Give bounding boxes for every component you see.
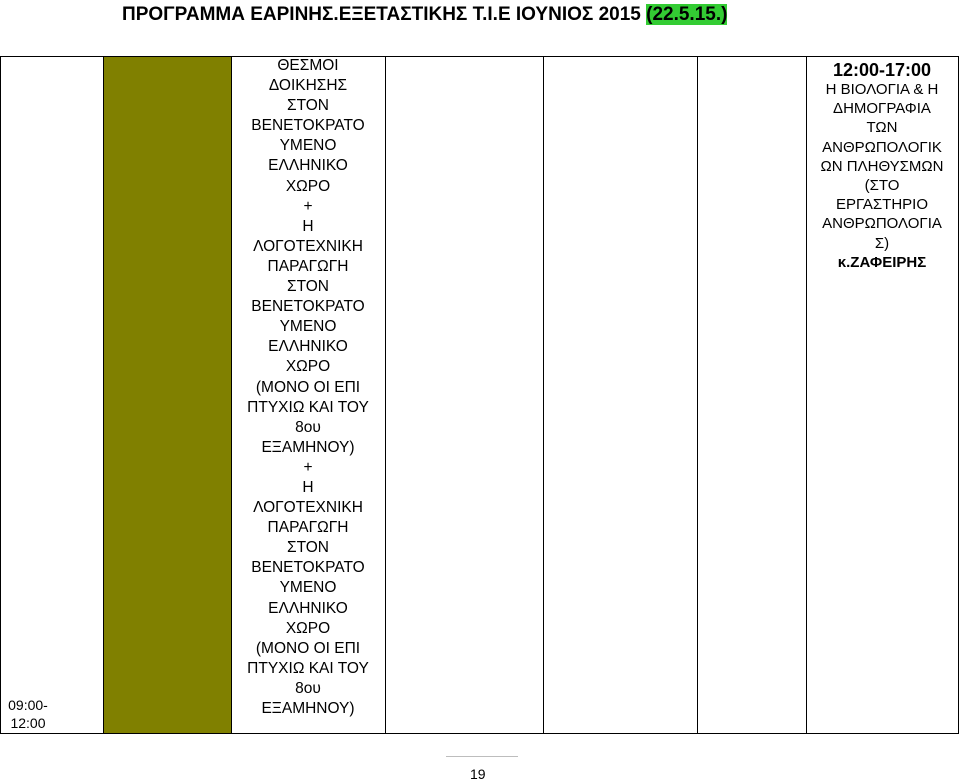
grid-line bbox=[0, 56, 1, 734]
course-line: + bbox=[303, 197, 313, 215]
course-line: ΒΕΝΕΤΟΚΡΑΤΟ bbox=[251, 298, 365, 316]
time-slot-start: 09:00- bbox=[8, 697, 48, 713]
course-line: ΑΝΘΡΩΠΟΛΟΓΙΚ bbox=[822, 138, 942, 156]
course-line: 8ου bbox=[295, 418, 321, 436]
course-line: ΧΩΡΟ bbox=[285, 358, 331, 376]
course-line: ΔΗΜΟΓΡΑΦΙΑ bbox=[833, 100, 931, 118]
course-line: ΛΟΓΟΤΕΧΝΙΚΗ bbox=[253, 499, 363, 517]
course-line: ΣΤΟΝ bbox=[286, 97, 330, 115]
page-title bbox=[122, 4, 727, 26]
course-line: ΥΜΕΝΟ bbox=[279, 579, 337, 597]
course-line: ΥΜΕΝΟ bbox=[279, 137, 337, 155]
course-line: Σ) bbox=[874, 234, 890, 252]
course-line: ΩΝ ΠΛΗΘΥΣΜΩΝ bbox=[820, 157, 944, 175]
time-slot-cell bbox=[0, 696, 56, 732]
course-line: Η bbox=[302, 217, 314, 235]
page-number: 19 bbox=[470, 766, 486, 782]
course-line: ΣΤΟΝ bbox=[286, 278, 330, 296]
course-line: ΣΤΟΝ bbox=[286, 539, 330, 557]
course-line: ΕΡΓΑΣΤΗΡΙΟ bbox=[835, 196, 928, 214]
course-line: + bbox=[303, 458, 313, 476]
grid-line bbox=[385, 56, 386, 734]
course-line: ΕΞΑΜΗΝΟΥ) bbox=[261, 438, 355, 456]
grid-line bbox=[697, 56, 698, 734]
page-footer-line bbox=[446, 756, 518, 757]
course-line: ΧΩΡΟ bbox=[285, 177, 331, 195]
course-line: ΕΛΛΗΝΙΚΟ bbox=[268, 338, 348, 356]
course-line: ΕΛΛΗΝΙΚΟ bbox=[268, 157, 348, 175]
title-date-highlight: (22.5.15.) bbox=[646, 4, 728, 25]
instructor-name: κ.ΖΑΦΕΙΡΗΣ bbox=[837, 253, 927, 271]
course-line: ΒΕΝΕΤΟΚΡΑΤΟ bbox=[251, 117, 365, 135]
course-line: (ΜΟΝΟ ΟΙ ΕΠΙ bbox=[255, 639, 361, 657]
course-line: ΠΤΥΧΙΩ ΚΑΙ ΤΟΥ bbox=[247, 398, 369, 416]
title-main: ΠΡΟΓΡΑΜΜΑ ΕΑΡΙΝΗΣ.ΕΞΕΤΑΣΤΙΚΗΣ Τ.Ι.Ε ΙΟΥΝΙΟΣ 2015 bbox=[122, 4, 647, 25]
course-line: ΠΑΡΑΓΩΓΗ bbox=[267, 519, 349, 537]
course-line: ΠΤΥΧΙΩ ΚΑΙ ΤΟΥ bbox=[247, 659, 369, 677]
course-line: Η bbox=[302, 478, 314, 496]
grid-line bbox=[958, 56, 959, 734]
course-line: ΘΕΣΜΟΙ bbox=[277, 57, 339, 74]
grid-line bbox=[0, 56, 958, 57]
course-line: ΑΝΘΡΩΠΟΛΟΓΙΑ bbox=[822, 215, 942, 233]
grid-line bbox=[543, 56, 544, 734]
course-line: ΠΑΡΑΓΩΓΗ bbox=[267, 257, 349, 275]
course-line: 8ου bbox=[295, 679, 321, 697]
course-line: ΤΩΝ bbox=[866, 119, 898, 137]
course-time: 12:00-17:00 bbox=[832, 60, 932, 80]
course-line: Η ΒΙΟΛΟΓΙΑ & Η bbox=[825, 81, 939, 98]
grid-line bbox=[0, 733, 958, 734]
course-cell-biology bbox=[806, 60, 958, 272]
grid-line bbox=[103, 56, 104, 734]
course-line: (ΣΤΟ bbox=[864, 177, 900, 195]
course-line: ΛΟΓΟΤΕΧΝΙΚΗ bbox=[253, 237, 363, 255]
course-line: ΕΞΑΜΗΝΟΥ) bbox=[261, 700, 355, 717]
course-line: ΧΩΡΟ bbox=[285, 619, 331, 637]
course-line: (ΜΟΝΟ ΟΙ ΕΠΙ bbox=[255, 378, 361, 396]
course-line: ΥΜΕΝΟ bbox=[279, 318, 337, 336]
course-cell bbox=[232, 56, 384, 719]
time-slot-end: 12:00 bbox=[10, 715, 46, 731]
course-title-lines bbox=[806, 80, 958, 253]
course-line: ΔΟΙΚΗΣΗΣ bbox=[268, 77, 348, 95]
course-line: ΕΛΛΗΝΙΚΟ bbox=[268, 599, 348, 617]
course-line: ΒΕΝΕΤΟΚΡΑΤΟ bbox=[251, 559, 365, 577]
